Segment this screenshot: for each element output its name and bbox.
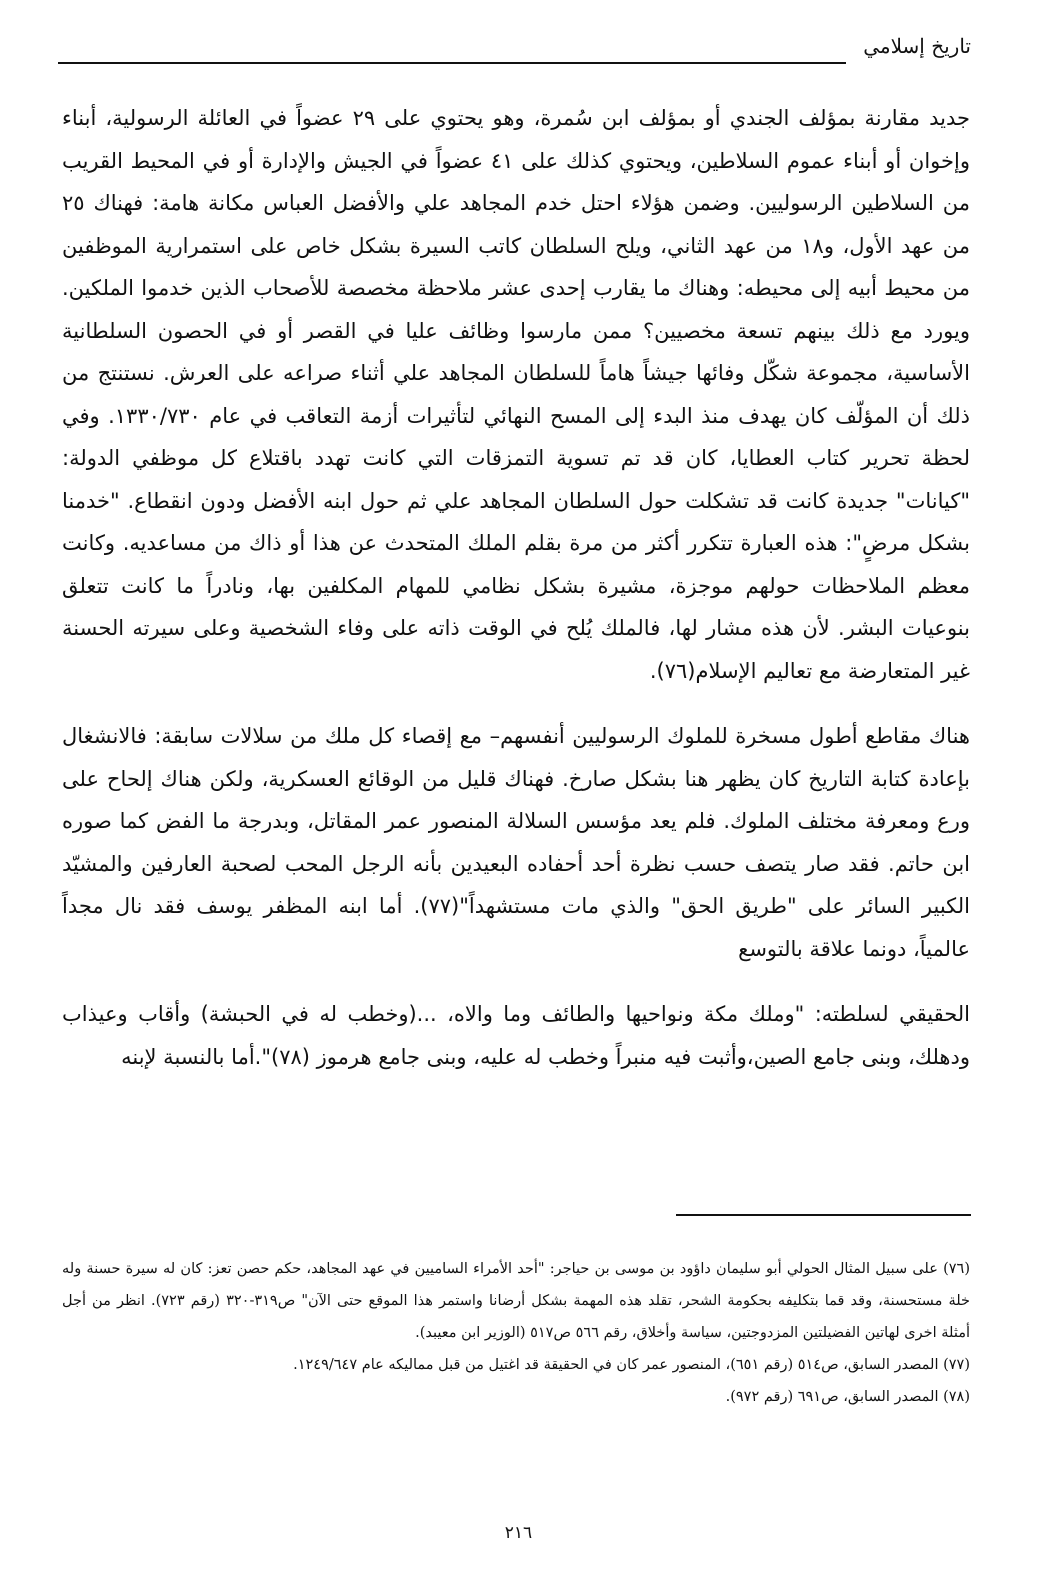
header-rule — [58, 62, 846, 64]
page-number: ٢١٦ — [504, 1523, 533, 1543]
footnote-76: (٧٦) على سبيل المثال الحولي أبو سليمان داؤود بن موسى بن حياجر: "أحد الأمراء الساميين في عهد المجاهد، حكم حصن تعز: كان له سيرة حسنة وله خلة مستحسنة، وقد قما بتكليفه بحكومة الشحر، تقلد هذه المهمة بشكل أرضانا واستمر هذا الموقع حتى الآن" ص٣١٩-٣٢٠ (رقم ٧٢٣). انظر من أجل أمثلة اخرى لهاتين الفضيلتين المزدوجتين، سياسة وأخلاق، رقم ٥٦٦ ص٥١٧ (الوزير ابن معيبد). — [62, 1261, 970, 1341]
paragraph: هناك مقاطع أطول مسخرة للملوك الرسوليين أنفسهم– مع إقصاء كل ملك من سلالات سابقة: فالانشغال بإعادة كتابة التاريخ كان يظهر هنا بشكل صارخ. فهناك قليل من الوقائع العسكرية، ولكن هناك إلحاح على ورع ومعرفة مختلف الملوك. فلم يعد مؤسس السلالة المنصور عمر المقاتل، وبدرجة ما الفض كما صوره ابن حاتم. فقد صار يتصف حسب نظرة أحد أحفاده البعيدين بأنه الرجل المحب لصحبة العارفين والمشيّد الكبير السائر على "طريق الحق" والذي مات مستشهداً"(٧٧). أما ابنه المظفر يوسف فقد نال مجداً عالمياً، دونما علاقة بالتوسع — [62, 724, 970, 961]
footnotes — [62, 1253, 970, 1413]
footnote-77: (٧٧) المصدر السابق، ص٥١٤ (رقم ٦٥١)، المنصور عمر كان في الحقيقة قد اغتيل من قبل مماليكه عام ١٢٤٩/٦٤٧. — [293, 1357, 970, 1373]
footnote-78: (٧٨) المصدر السابق، ص٦٩١ (رقم ٩٧٢). — [725, 1389, 970, 1405]
running-header-title: تاريخ إسلامي — [863, 34, 971, 58]
paragraph: جديد مقارنة بمؤلف الجندي أو بمؤلف ابن سُمرة، وهو يحتوي على ٢٩ عضواً في العائلة الرسولية، أبناء وإخوان أو أبناء عموم السلاطين، ويحتوي كذلك على ٤١ عضواً في الجيش والإدارة أو في المحيط القريب من السلاطين الرسوليين. وضمن هؤلاء احتل خدم المجاهد علي والأفضل العباس مكانة هامة: فهناك ٢٥ من عهد الأول، و١٨ من عهد الثاني، ويلح السلطان كاتب السيرة بشكل خاص على استمرارية الموظفين من محيط أبيه إلى محيطه: وهناك ما يقارب إحدى عشر ملاحظة مخصصة للأصحاب الذين خدموا الملكين. ويورد مع ذلك بينهم تسعة مخصيين؟ ممن مارسوا وظائف عليا في القصر أو في الحصون السلطانية الأساسية، مجموعة شكّل وفائها جيشاً هاماً للسلطان المجاهد علي أثناء صراعه على العرش. نستنتج من ذلك أن المؤلّف كان يهدف منذ البدء إلى المسح النهائي لتأثيرات أزمة التعاقب في عام ١٣٣٠/٧٣٠. وفي لحظة تحرير كتاب العطايا، كان قد تم تسوية التمزقات التي كانت تهدد باقتلاع كل موظفي الدولة: "كيانات" جديدة كانت قد تشكلت حول السلطان المجاهد علي ثم حول ابنه الأفضل ودون انقطاع. "خدمنا بشكل مرضٍ": هذه العبارة تتكرر أكثر من مرة بقلم الملك المتحدث عن هذا أو ذاك من مساعديه. وكانت معظم الملاحظات حولهم موجزة، مشيرة بشكل نظامي للمهام المكلفين بها، ونادراً ما كانت تتعلق بنوعيات البشر. لأن هذه مشار لها، فالملك يُلح في الوقت ذاته على وفاء الشخصية وعلى سيرته الحسنة غير المتعارضة مع تعاليم الإسلام(٧٦). — [62, 106, 970, 683]
footnote-rule — [676, 1214, 971, 1216]
paragraph: الحقيقي لسلطته: "وملك مكة ونواحيها والطائف وما والاه، ...(وخطب له في الحبشة) وأقاب وعيذاب ودهلك، وبنى جامع الصين،وأثبت فيه منبراً وخطب له عليه، وبنى جامع هرموز (٧٨)".أما بالنسبة لإبنه — [62, 1002, 970, 1069]
body-text — [62, 97, 970, 1078]
